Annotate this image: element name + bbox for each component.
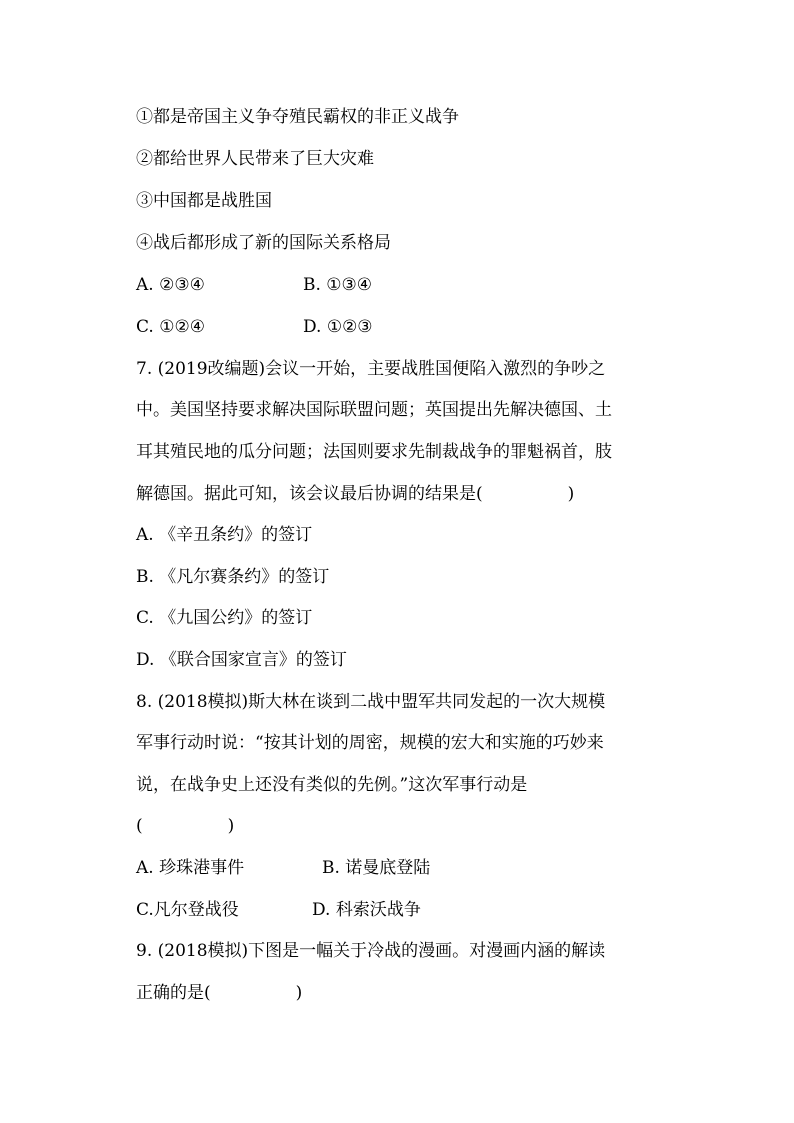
- q9-stem-line-2: 正确的是( ): [136, 983, 303, 1003]
- q8-option-b: B. 诺曼底登陆: [322, 858, 431, 878]
- statement-4: ④战后都形成了新的国际关系格局: [136, 233, 391, 253]
- q6-option-b: B. ①③④: [303, 275, 373, 295]
- q7-option-c: C. 《九国公约》的签订: [136, 608, 313, 628]
- q8-option-d: D. 科索沃战争: [312, 900, 421, 920]
- q8-stem-line-4: ( ): [136, 816, 235, 836]
- q7-stem-line-3: 耳其殖民地的瓜分问题；法国则要求先制裁战争的罪魁祸首，肢: [136, 442, 612, 462]
- q6-option-c: C. ①②④: [136, 317, 205, 337]
- q9-stem-line-1: 9. (2018模拟)下图是一幅关于冷战的漫画。对漫画内涵的解读: [136, 941, 606, 961]
- q7-stem-line-2: 中。美国坚持要求解决国际联盟问题；英国提出先解决德国、土: [136, 400, 612, 420]
- statement-2: ②都给世界人民带来了巨大灾难: [136, 149, 374, 169]
- q7-option-b: B. 《凡尔赛条约》的签订: [136, 567, 330, 587]
- q8-option-a: A. 珍珠港事件: [136, 858, 245, 878]
- q8-stem-line-2: 军事行动时说：“按其计划的周密，规模的宏大和实施的巧妙来: [136, 733, 604, 753]
- statement-3: ③中国都是战胜国: [136, 191, 272, 211]
- q6-option-a: A. ②③④: [136, 275, 205, 295]
- q8-stem-line-1: 8. (2018模拟)斯大林在谈到二战中盟军共同发起的一次大规模: [136, 692, 606, 712]
- q7-stem-line-1: 7. (2019改编题)会议一开始，主要战胜国便陷入激烈的争吵之: [136, 359, 606, 379]
- q6-option-d: D. ①②③: [303, 317, 373, 337]
- statement-1: ①都是帝国主义争夺殖民霸权的非正义战争: [136, 107, 459, 127]
- q8-stem-line-3: 说，在战争史上还没有类似的先例。”这次军事行动是: [136, 775, 528, 795]
- q7-option-d: D. 《联合国家宣言》的签订: [136, 650, 347, 670]
- q8-option-c: C.凡尔登战役: [136, 900, 239, 920]
- q7-option-a: A. 《辛丑条约》的签订: [136, 525, 313, 545]
- q7-stem-line-4: 解德国。据此可知，该会议最后协调的结果是( ): [136, 484, 575, 504]
